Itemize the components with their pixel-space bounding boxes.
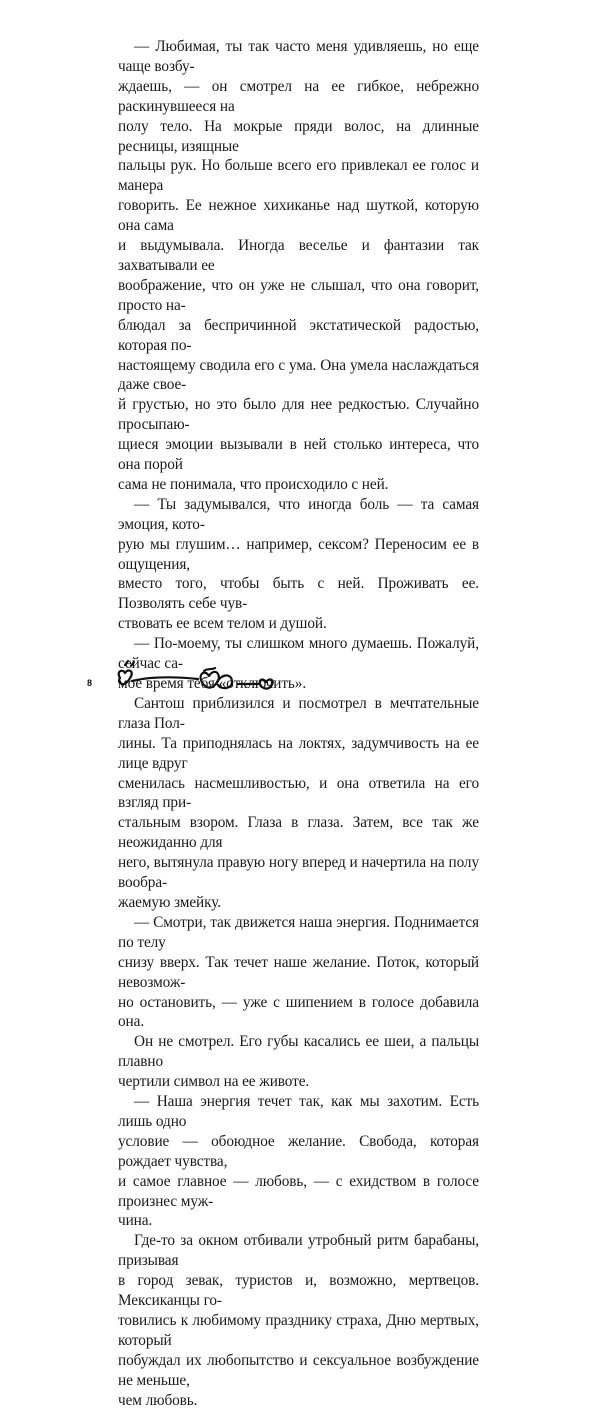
paragraph: Он не смотрел. Его губы касались ее шеи, а пальцы плавно чертили символ на ее животе. (118, 1033, 479, 1091)
paragraph: — Смотри, так движется наша энергия. Поднимается по телу снизу вверх. Так течет наше желание. Поток, который невозмож- но остановить, — уже с шипением в голосе добавила она. (118, 913, 479, 1031)
paragraph: — Ты задумывался, что иногда боль — та самая эмоция, кото- рую мы глушим… например, сексом? Переносим ее в ощущения, вместо того, чтобы быть с ней. Проживать ее. Позволять себе чув- ствовать ее всем телом и душой. (118, 495, 479, 633)
paragraph: — Любимая, ты так часто меня удивляешь, но еще чаще возбу- ждаешь, — он смотрел на ее гибкое, небрежно раскинувшееся на полу тело. На мокрые пряди волос, на длинные ресницы, изящные пальцы рук. Но больше всего его привлекал ее голос и манера говорить. Ее нежное хихиканье над шуткой, которую она сама и выдумывала. Иногда веселье и фантазии так захватывали ее воображение, что он уже не слышал, что она говорит, просто на- блюдал за беспричинной экстатической радостью, которая по- настоящему сводила его с ума. Она умела наслаждаться даже свое- й грустью, но это было для нее редкостью. Случайно просыпаю- щиеся эмоции вызывали в ней столько интереса, что она порой сама не понимала, что происходило с ней. (118, 38, 479, 493)
paragraph: Где-то за окном отбивали утробный ритм барабаны, призывая в город зевак, туристов и, возможно, мертвецов. Мексиканцы го- товились к любимому празднику страха, Дню мертвых, который побуждал их любопытство и сексуальное возбуждение не меньше, чем любовь. (118, 1232, 479, 1409)
paragraph: Сантош приблизился и посмотрел в мечтательные глаза Пол- лины. Та приподнялась на локтях, задумчивость на ее лице вдруг сменилась насмешливостью, и она ответила на его взгляд при- стальным взором. Глаза в глаза. Затем, все так же неожиданно для него, вытянула правую ногу вперед и начертила на полу вообра- жаемую змейку. (118, 694, 479, 911)
heart-line-doodle-icon (108, 640, 308, 700)
paragraph: — По-моему, ты слишком много думаешь. Пожалуй, сейчас са- мое время тебя «отключить». (118, 635, 479, 692)
page-number: 8 (87, 678, 93, 688)
paragraph: — Наша энергия течет так, как мы захотим. Есть лишь одно условие — обоюдное желание. Свобода, которая рождает чувства, и самое главное — любовь, — с ехидством в голосе произнес муж- чина. (118, 1093, 479, 1230)
body-text (118, 37, 479, 1411)
